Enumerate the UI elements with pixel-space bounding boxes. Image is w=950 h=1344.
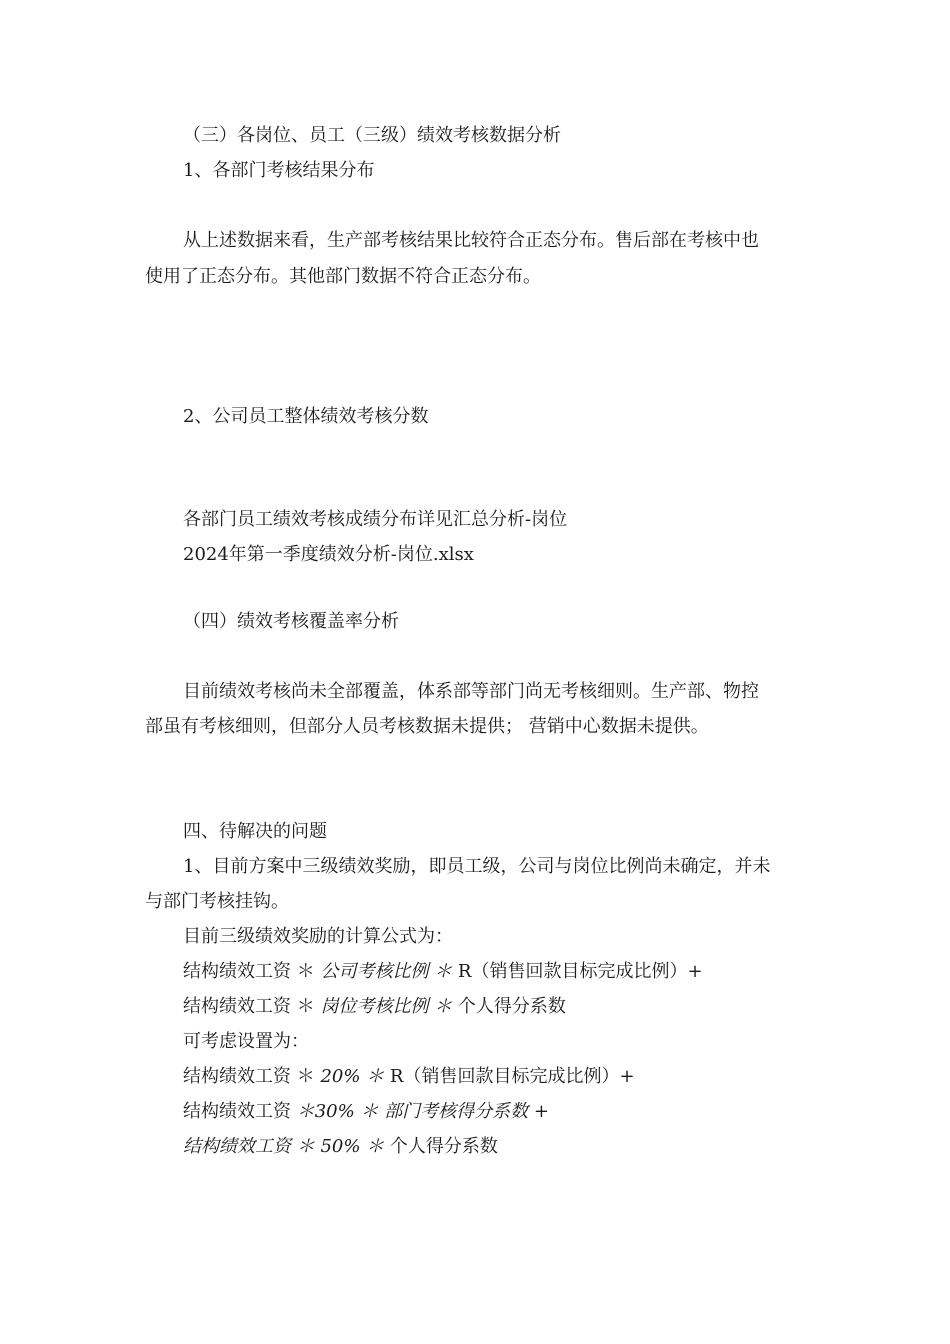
proposed-1-part-c: R（销售回款目标完成比例）+ — [384, 1066, 635, 1087]
section-heading-4: （四）绩效考核覆盖率分析 — [183, 611, 399, 632]
proposed-formula-line-2 — [183, 1100, 549, 1124]
issue-1-line-2: 与部门考核挂钩。 — [145, 891, 289, 912]
section-heading-3: （三）各岗位、员工（三级）绩效考核数据分析 — [183, 125, 561, 146]
proposed-3-part-b: 个人得分系数 — [384, 1136, 498, 1157]
paragraph-distribution-line-1: 从上述数据来看，生产部考核结果比较符合正态分布。售后部在考核中也 — [183, 230, 759, 251]
formula-intro: 目前三级绩效奖励的计算公式为： — [183, 926, 453, 947]
subheading-department-distribution: 1、各部门考核结果分布 — [183, 160, 375, 181]
formula-line-2 — [183, 995, 566, 1019]
section-heading-issues: 四、待解决的问题 — [183, 821, 327, 842]
formula-2-part-b: 岗位考核比例 ＊ — [320, 996, 453, 1017]
formula-1-part-a: 结构绩效工资 ＊ — [183, 961, 321, 982]
paragraph-distribution-line-2: 使用了正态分布。其他部门数据不符合正态分布。 — [145, 266, 541, 287]
formula-2-part-a: 结构绩效工资 ＊ — [183, 996, 321, 1017]
summary-note-line-1: 各部门员工绩效考核成绩分布详见汇总分析-岗位 — [183, 509, 568, 530]
proposed-formula-line-3 — [183, 1135, 498, 1159]
formula-line-1 — [183, 960, 703, 984]
formula-1-part-c: R（销售回款目标完成比例）+ — [452, 961, 703, 982]
proposed-1-part-a: 结构绩效工资 ＊ — [183, 1066, 321, 1087]
subheading-overall-score: 2、公司员工整体绩效考核分数 — [183, 406, 429, 427]
proposed-2-part-b: ＊30% ＊ 部门考核得分系数 + — [296, 1101, 549, 1122]
proposed-formula-line-1 — [183, 1065, 635, 1089]
paragraph-coverage-line-1: 目前绩效考核尚未全部覆盖，体系部等部门尚无考核细则。生产部、物控 — [183, 681, 759, 702]
formula-1-part-b: 公司考核比例 ＊ — [320, 961, 453, 982]
consider-label: 可考虑设置为： — [183, 1031, 309, 1052]
proposed-3-part-a: 结构绩效工资 ＊ 50% ＊ — [183, 1136, 385, 1157]
formula-2-part-c: 个人得分系数 — [452, 996, 566, 1017]
proposed-1-part-b: 20% ＊ — [320, 1066, 385, 1087]
issue-1-line-1: 1、目前方案中三级绩效奖励，即员工级，公司与岗位比例尚未确定，并未 — [183, 856, 771, 877]
paragraph-coverage-line-2: 部虽有考核细则，但部分人员考核数据未提供； 营销中心数据未提供。 — [145, 716, 709, 737]
summary-file-name: 2024年第一季度绩效分析-岗位.xlsx — [183, 544, 474, 565]
proposed-2-part-a: 结构绩效工资 — [183, 1101, 297, 1122]
